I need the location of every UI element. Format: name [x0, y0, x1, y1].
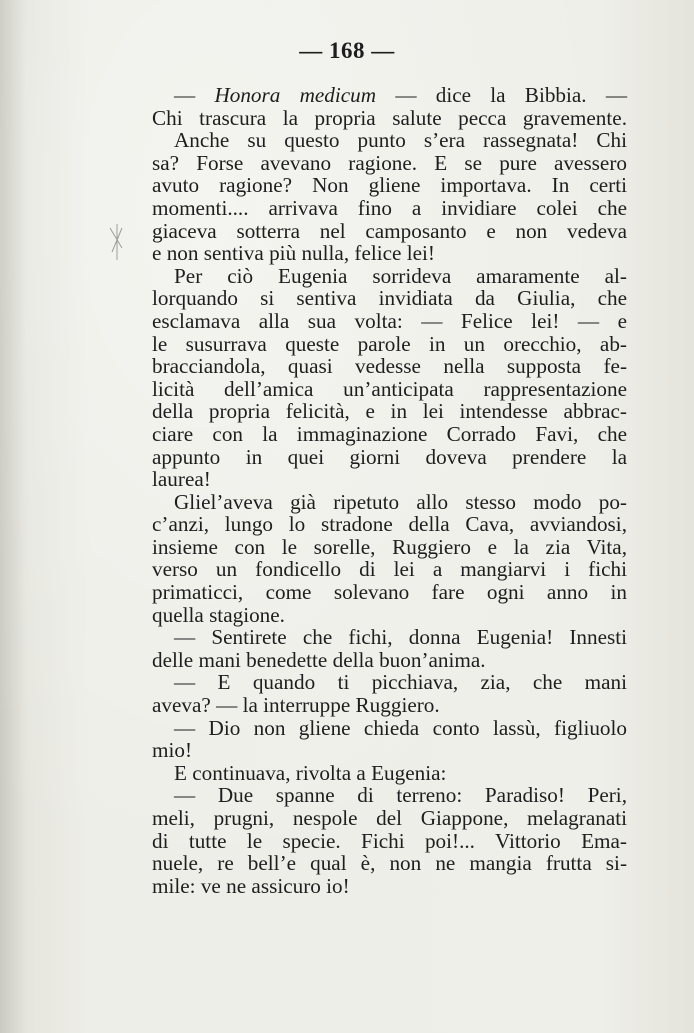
text-line: primaticci, come solevano fare ogni anno in	[152, 580, 627, 605]
italic-quote: Honora medicum	[214, 83, 377, 107]
text-line: licità dell’amica un’anticipata rappresentazione	[152, 376, 627, 401]
text-line: — Dio non gliene chieda conto lassù, figliuolo	[174, 715, 627, 740]
text-line: c’anzi, lungo lo stradone della Cava, avviandosi,	[152, 512, 627, 537]
text-line: Chi trascura la propria salute pecca gravemente.	[152, 105, 627, 130]
text-segment: — dice la Bibbia. —	[376, 83, 628, 107]
text-line: insieme con le sorelle, Ruggiero e la zia Vita,	[152, 534, 627, 559]
text-line: mile: ve ne assicuro io!	[152, 873, 350, 898]
text-line: ciare con la immaginazione Corrado Favi, che	[152, 421, 627, 446]
text-line: bracciandola, quasi vedesse nella supposta fe-	[152, 354, 627, 379]
text-line: E continuava, rivolta a Eugenia:	[174, 760, 447, 785]
text-line: avuto ragione? Non gliene importava. In certi	[152, 173, 627, 198]
text-line: appunto in quei giorni doveva prendere la	[152, 444, 627, 469]
text-line: lorquando si sentiva invidiata da Giulia, che	[152, 286, 627, 311]
text-line: quella stagione.	[152, 602, 285, 627]
text-segment: —	[174, 83, 215, 107]
text-line: nuele, re bell’e qual è, non ne mangia frutta si-	[152, 851, 627, 876]
page-spine-shadow	[0, 0, 26, 1033]
text-line	[152, 84, 627, 107]
text-line: — Sentirete che fichi, donna Eugenia! Innesti	[174, 625, 627, 650]
body-text	[152, 84, 627, 897]
text-line: verso un fondicello di lei a mangiarvi i fichi	[152, 557, 627, 582]
text-line: e non sentiva più nulla, felice lei!	[152, 241, 435, 266]
text-line: aveva? — la interruppe Ruggiero.	[152, 693, 440, 718]
text-line: — Due spanne di terreno: Paradiso! Peri,	[174, 783, 627, 808]
text-line: giaceva sotterra nel camposanto e non vedeva	[152, 218, 627, 243]
text-line: sa? Forse avevano ragione. E se pure avessero	[152, 150, 627, 175]
text-line: esclamava alla sua volta: — Felice lei! — e	[152, 308, 627, 333]
text-line: laurea!	[152, 467, 211, 492]
margin-pencil-mark	[108, 222, 126, 262]
text-line: le susurrava queste parole in un orecchio, ab-	[152, 331, 627, 356]
text-line: Per ciò Eugenia sorrideva amaramente al-	[174, 263, 627, 288]
text-line: Anche su questo punto s’era rassegnata! Chi	[174, 128, 627, 153]
text-line: delle mani benedette della buon’anima.	[152, 647, 486, 672]
text-line: meli, prugni, nespole del Giappone, melagranati	[152, 806, 627, 830]
text-line: Gliel’aveva già ripetuto allo stesso modo po-	[174, 489, 627, 514]
text-line: momenti.... arrivava fino a invidiare colei che	[152, 195, 627, 220]
text-line: mio!	[152, 738, 193, 763]
text-line: di tutte le specie. Fichi poi!... Vittorio Ema-	[152, 828, 627, 853]
text-line: della propria felicità, e in lei intendesse abbrac-	[152, 399, 627, 424]
text-line: — E quando ti picchiava, zia, che mani	[174, 670, 627, 695]
page-number: — 168 —	[299, 38, 395, 63]
